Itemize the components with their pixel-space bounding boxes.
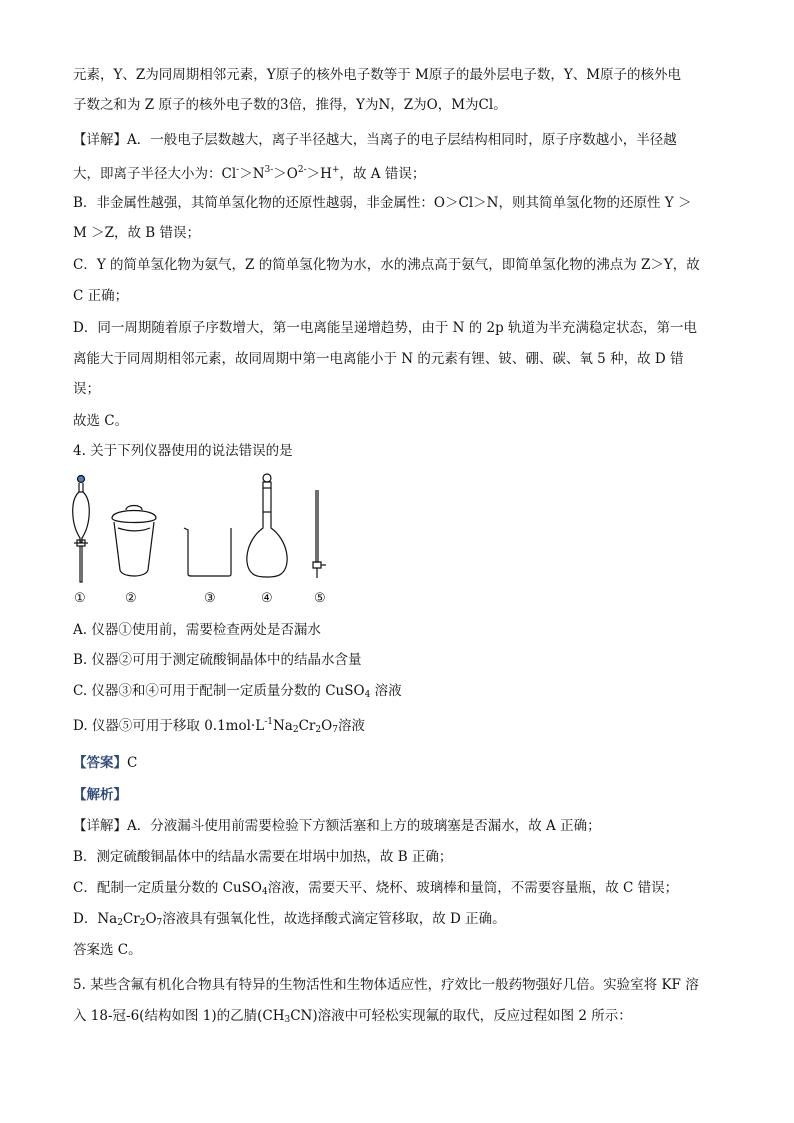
- text-fragment: C. 仪器③和④可用于配制一定质量分数的 CuSO: [73, 683, 365, 699]
- volumetric-flask-icon: [247, 474, 287, 577]
- greater-than: ＞: [239, 166, 253, 182]
- subscript: 4: [261, 887, 268, 897]
- text-fragment: 溶液具有强氧化性，故选择酸式滴定管移取，故 D 正确。: [162, 911, 506, 927]
- text-fragment: ，故 A 错误；: [339, 166, 426, 182]
- question-4-stem: 4. 关于下列仪器使用的说法错误的是: [73, 443, 293, 459]
- text-line: C 正确；: [73, 288, 129, 304]
- subscript: 2: [117, 918, 123, 928]
- text-fragment: 溶液，需要天平、烧杯、玻璃棒和量筒，不需要容量瓶，故 C 错误；: [267, 880, 679, 896]
- analysis-label: 【解析】: [73, 787, 127, 803]
- option-b: B. 仪器②可用于测定硫酸铜晶体中的结晶水含量: [73, 652, 362, 668]
- separatory-funnel-icon: [73, 476, 90, 583]
- text-line: 故选 C。: [73, 413, 129, 429]
- superscript: -: [236, 165, 240, 175]
- subscript: 2: [139, 918, 146, 928]
- text-fragment: Cr: [298, 718, 316, 734]
- answer-line: [73, 753, 137, 773]
- label-4: ④: [261, 591, 273, 606]
- detail-a: 【详解】A．分液漏斗使用前需要检验下方额活塞和上方的玻璃塞是否漏水，故 A 正确；: [73, 818, 601, 834]
- subscript: 7: [332, 725, 338, 735]
- label-3: ③: [204, 591, 216, 606]
- greater-than: ＞: [273, 166, 287, 182]
- text-line: 离能大于同周期相邻元素，故同周期中第一电离能小于 N 的元素有锂、铍、硼、碳、氧 5 种，故 D 错: [73, 351, 684, 367]
- question-5-line-1: 5. 某些含氟有机化合物具有特异的生物活性和生物体适应性，疗效比一般药物强好几倍。实验室将 KF 溶: [73, 977, 699, 993]
- label-1: ①: [74, 591, 86, 606]
- text-fragment: Na: [272, 718, 293, 734]
- text-fragment: D. 仪器⑤可用于移取 0.1mol·L: [73, 718, 265, 734]
- answer-tag: 【答案】: [73, 755, 127, 771]
- detail-c: [73, 878, 678, 902]
- superscript: +: [331, 165, 340, 175]
- question-5-line-2: [73, 1006, 632, 1030]
- text-line: D．同一周期随着原子序数增大，第一电离能呈递增趋势，由于 N 的 2p 轨道为半充满稳定状态，第一电: [73, 320, 698, 336]
- ion-cl: Cl: [221, 166, 237, 182]
- ion-o: O: [286, 166, 298, 182]
- text-fragment: O: [321, 718, 333, 734]
- text-fragment: D．Na: [73, 911, 118, 927]
- text-line: B．非金属性越强，其简单氢化物的还原性越弱，非金属性：O＞Cl＞N，则其简单氢化物的还原性 Y ＞: [73, 195, 692, 211]
- text-line: 【详解】A．一般电子层数越大，离子半径越大，当离子的电子层结构相同时，原子序数越小，半径越: [73, 132, 677, 148]
- subscript: 3: [284, 1015, 291, 1025]
- label-2: ②: [125, 591, 137, 606]
- text-line: 子数之和为 Z 原子的核外电子数的3倍，推得，Y为N，Z为O，M为Cl。: [73, 97, 507, 113]
- beaker-icon: [184, 528, 231, 576]
- text-fragment: 溶液: [337, 718, 365, 734]
- analysis-tag: [73, 785, 127, 805]
- option-d: [73, 712, 365, 740]
- burette-icon: [313, 490, 326, 578]
- detail-b: B．测定硫酸铜晶体中的结晶水需要在坩埚中加热，故 B 正确；: [73, 849, 453, 865]
- crucible-icon: [112, 506, 156, 577]
- text-fragment: 入 18-冠-6(结构如图 1)的乙腈(CH: [73, 1008, 285, 1024]
- text-fragment: CN)溶液中可轻松实现氟的取代，反应过程如图 2 所示：: [290, 1008, 632, 1024]
- subscript: 7: [156, 918, 163, 928]
- superscript: -1: [264, 717, 273, 727]
- label-5: ⑤: [314, 591, 326, 606]
- text-fragment: Cr: [122, 911, 140, 927]
- option-a: A. 仪器①使用前，需要检查两处是否漏水: [73, 622, 321, 638]
- text-fragment: 大，即离子半径大小为：: [73, 166, 222, 182]
- superscript: 3-: [264, 165, 274, 175]
- ion-n: N: [252, 166, 265, 182]
- answer-value: C: [127, 755, 138, 771]
- detail-d: [73, 909, 506, 933]
- superscript: 2-: [297, 165, 307, 175]
- text-fragment: 溶液: [370, 683, 402, 699]
- text-line: C．Y 的简单氢化物为氨气，Z 的简单氢化物为水，水的沸点高于氨气，即简单氢化物的沸点为 Z＞Y，故: [73, 257, 700, 273]
- greater-than: ＞: [306, 166, 321, 182]
- option-c: [73, 681, 402, 705]
- text-line: [73, 160, 425, 184]
- subscript: 4: [364, 690, 371, 700]
- subscript: 2: [292, 725, 299, 735]
- subscript: 2: [315, 725, 322, 735]
- text-line: 误；: [73, 381, 100, 397]
- text-fragment: O: [145, 911, 157, 927]
- text-line: 元素，Y、Z为同周期相邻元素，Y原子的核外电子数等于 M原子的最外层电子数，Y、M原子的核外电: [73, 67, 682, 83]
- ion-h: H: [320, 166, 332, 182]
- answer-summary: 答案选 C。: [73, 942, 142, 958]
- text-line: M ＞Z，故 B 错误；: [73, 225, 200, 241]
- text-fragment: C．配制一定质量分数的 CuSO: [73, 880, 262, 896]
